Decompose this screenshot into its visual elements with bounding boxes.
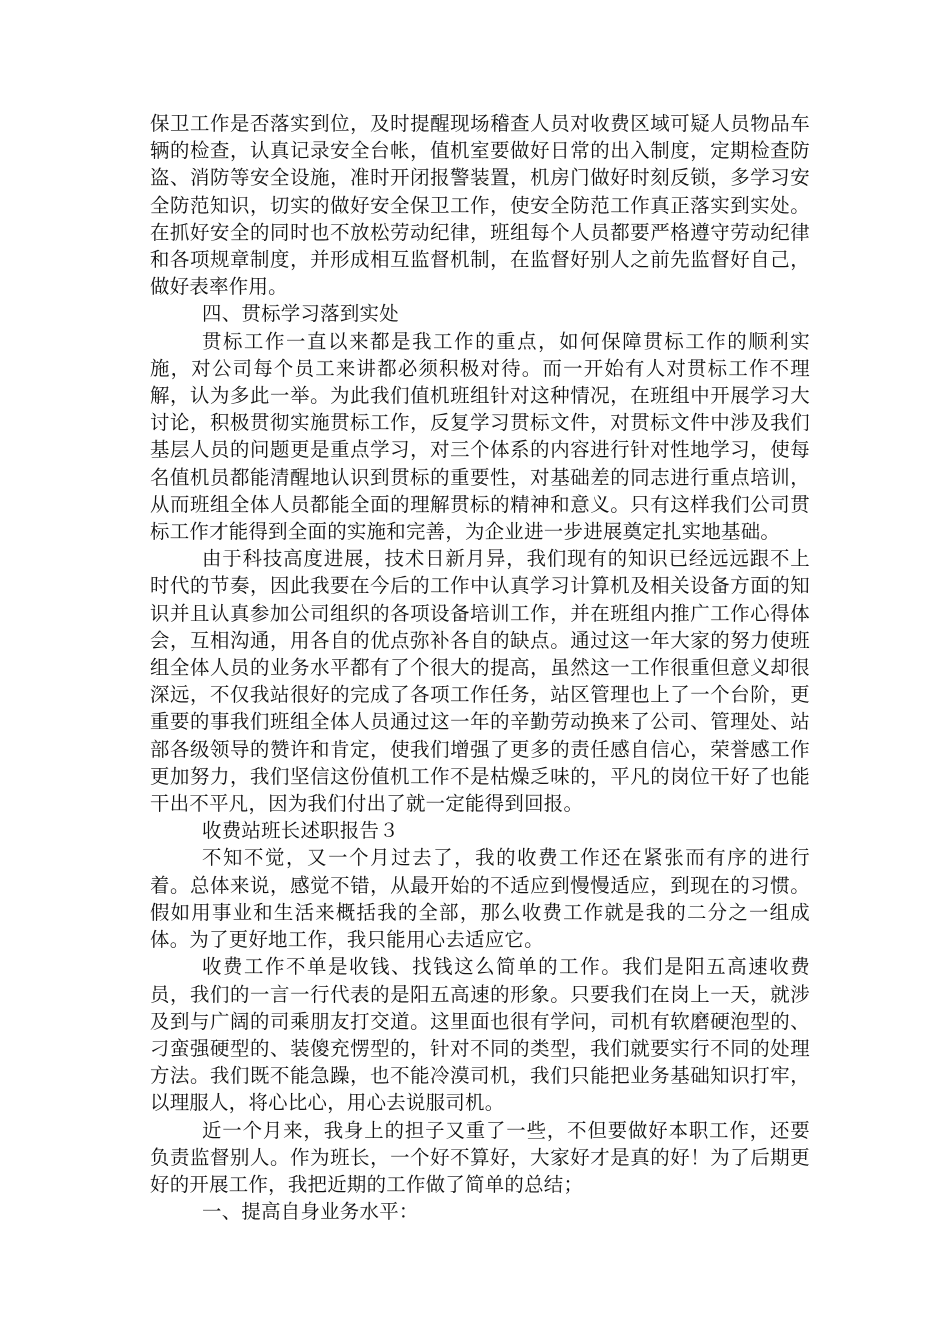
report-title-3: 收费站班长述职报告３ [202,819,399,843]
paragraph-toll-work: 收费工作不单是收钱、找钱这么简单的工作。我们是阳五高速收费员，我们的一言一行代表的是阳五高速的形象。只要我们在岗上一天，就涉及到与广阔的司乘朋友打交道。这里面也很有学问，司机有软磨硬泡型的、刁蛮强硬型的、装傻充愣型的，针对不同的类型，我们就要实行不同的处理方法。我们既不能急躁，也不能冷漠司机，我们只能把业务基础知识打牢，以理服人，将心比心，用心去说服司机。 [150,955,810,1115]
paragraph-month-summary: 不知不觉，又一个月过去了，我的收费工作还在紧张而有序的进行着。总体来说，感觉不错，从最开始的不适应到慢慢适应，到现在的习惯。假如用事业和生活来概括我的全部，那么收费工作就是我的二分之一组成体。为了更好地工作，我只能用心去适应它。 [150,846,810,952]
paragraph-team-leader: 近一个月来，我身上的担子又重了一些，不但要做好本职工作，还要负责监督别人。作为班长，一个好不算好，大家好才是真的好！为了后期更好的开展工作，我把近期的工作做了简单的总结； [150,1118,810,1196]
paragraph-standards-work: 贯标工作一直以来都是我工作的重点，如何保障贯标工作的顺利实施，对公司每个员工来讲都必须积极对待。而一开始有人对贯标工作不理解，认为多此一举。为此我们值机班组针对这种情况，在班组中开展学习大讨论，积极贯彻实施贯标工作，反复学习贯标文件，对贯标文件中涉及我们基层人员的问题更是重点学习，对三个体系的内容进行针对性地学习，使每名值机员都能清醒地认识到贯标的重要性，对基础差的同志进行重点培训，从而班组全体人员都能全面的理解贯标的精神和意义。只有这样我们公司贯标工作才能得到全面的实施和完善，为企业进一步进展奠定扎实地基础。 [150,329,810,544]
paragraph-safety-continued: 保卫工作是否落实到位，及时提醒现场稽查人员对收费区域可疑人员物品车辆的检查，认真记录安全台帐，值机室要做好日常的出入制度，定期检查防盗、消防等安全设施，准时开闭报警装置，机房门做好时刻反锁，多学习安全防范知识，切实的做好安全保卫工作，使安全防范工作真正落实到实处。在抓好安全的同时也不放松劳动纪律，班组每个人员都要严格遵守劳动纪律和各项规章制度，并形成相互监督机制，在监督好别人之前先监督好自己，做好表率作用。 [150,112,810,299]
section-heading-skills: 一、提高自身业务水平： [202,1200,419,1224]
document-body [150,110,810,1225]
paragraph-tech-learning: 由于科技高度进展，技术日新月异，我们现有的知识已经远远跟不上时代的节奏，因此我要在今后的工作中认真学习计算机及相关设备方面的知识并且认真参加公司组织的各项设备培训工作，并在班组内推广工作心得体会，互相沟通，用各自的优点弥补各自的缺点。通过这一年大家的努力使班组全体人员的业务水平都有了个很大的提高，虽然这一工作很重但意义却很深远，不仅我站很好的完成了各项工作任务，站区管理也上了一个台阶，更重要的事我们班组全体人员通过这一年的辛勤劳动换来了公司、管理处、站部各级领导的赞许和肯定，使我们增强了更多的责任感自信心，荣誉感工作更加努力，我们坚信这份值机工作不是枯燥乏味的，平凡的岗位干好了也能干出不平凡，因为我们付出了就一定能得到回报。 [150,547,810,816]
section-heading-standards: 四、贯标学习落到实处 [202,302,399,326]
